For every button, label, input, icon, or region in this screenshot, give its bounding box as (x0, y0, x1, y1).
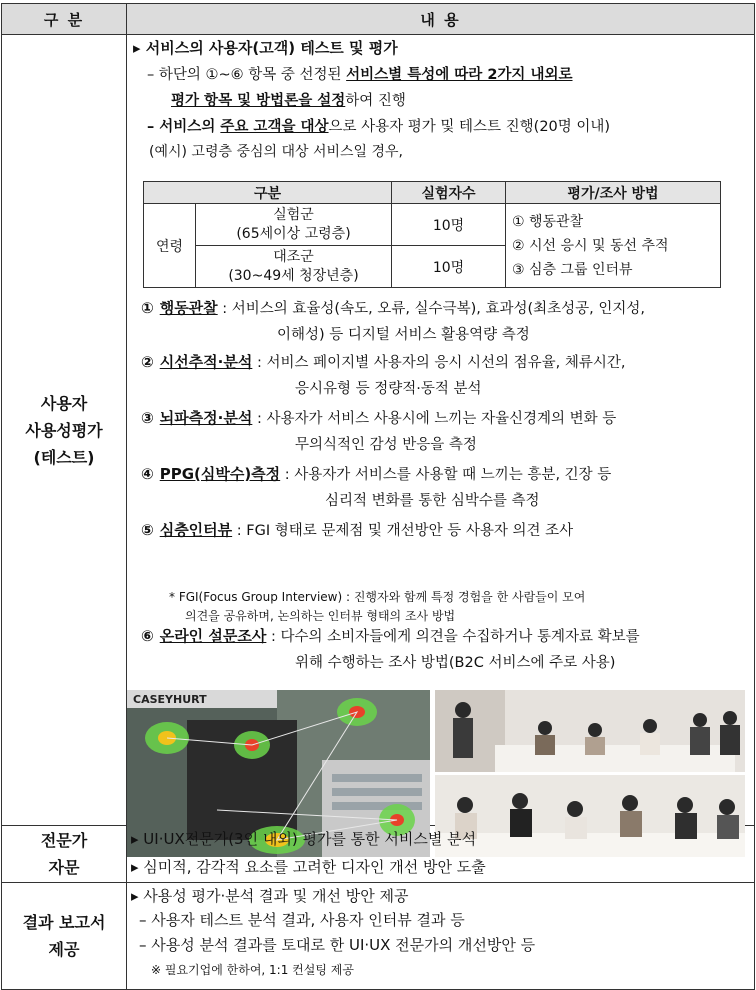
group-age: 연령 (144, 204, 196, 288)
method-item-1: ① 행동관찰 : 서비스의 효율성(속도, 오류, 실수극복), 효과성(최초성공, 인지성, (141, 299, 646, 317)
section1-line1: – 하단의 ①~⑥ 항목 중 선정된 서비스별 특성에 따라 2가지 내외로 (147, 67, 573, 83)
section3-line3: – 사용성 분석 결과를 토대로 한 UI·UX 전문가의 개선방안 등 (139, 936, 536, 954)
row-experiment: 실험군 (65세이상 고령층) (196, 204, 392, 246)
method-list: ① 행동관찰 ② 시선 응시 및 동선 추적 ③ 심층 그룹 인터뷰 (506, 204, 721, 288)
section1-example: (예시) 고령층 중심의 대상 서비스일 경우, (149, 144, 404, 160)
row-control-count: 10명 (392, 246, 506, 288)
method-item-4-cont: 심리적 변화를 통한 심박수를 측정 (325, 493, 540, 509)
method-item-5: ⑤ 심층인터뷰 : FGI 형태로 문제점 및 개선방안 등 사용자 의견 조사 (141, 521, 574, 539)
section2-line1: ▸ UI·UX전문가(3인 내외) 평가를 통한 서비스별 분석 (131, 830, 477, 848)
method-item-1-cont: 이해성) 등 디지털 서비스 활용역량 측정 (277, 327, 530, 343)
header-category: 구 분 (2, 4, 127, 35)
method-item-3-cont: 무의식적인 감성 반응을 측정 (295, 437, 477, 453)
method-item-4: ④ PPG(심박수)측정 : 사용자가 서비스를 사용할 때 느끼는 흥분, 긴장 등 (141, 465, 612, 483)
inner-header-count: 실험자수 (392, 182, 506, 204)
section3-line2: – 사용자 테스트 분석 결과, 사용자 인터뷰 결과 등 (139, 911, 465, 929)
fgi-note-line2: 의견을 공유하며, 논의하는 인터뷰 형태의 조사 방법 (185, 609, 456, 623)
inner-header-category: 구분 (144, 182, 392, 204)
section2-content (127, 826, 755, 883)
row-experiment-count: 10명 (392, 204, 506, 246)
method-item-6-cont: 위해 수행하는 조사 방법(B2C 서비스에 주로 사용) (295, 655, 616, 671)
method-item-3: ③ 뇌파측정·분석 : 사용자가 서비스 사용시에 느끼는 자율신경계의 변화 등 (141, 409, 617, 427)
example-table (143, 181, 721, 288)
method-item-6: ⑥ 온라인 설문조사 : 다수의 소비자들에게 의견을 수집하거나 통계자료 확보를 (141, 627, 640, 645)
section1-line3: – 서비스의 주요 고객을 대상으로 사용자 평가 및 테스트 진행(20명 이내) (147, 119, 611, 135)
section1-label: 사용자 사용성평가 (테스트) (2, 35, 127, 826)
method-item-2-cont: 응시유형 등 정량적·동적 분석 (295, 381, 482, 397)
photo-logo: CASEYHURT (133, 693, 207, 706)
fgi-note-line1: * FGI(Focus Group Interview) : 진행자와 함께 특정 경험을 한 사람들이 모여 (169, 590, 586, 604)
section1-content (127, 35, 755, 826)
header-content: 내 용 (127, 4, 755, 35)
method-item-2: ② 시선추적·분석 : 서비스 페이지별 사용자의 응시 시선의 점유율, 체류시간, (141, 353, 626, 371)
section1-title: ▸ 서비스의 사용자(고객) 테스트 및 평가 (133, 39, 398, 57)
section3-label: 결과 보고서 제공 (2, 883, 127, 990)
section2-label: 전문가 자문 (2, 826, 127, 883)
section2-line2: ▸ 심미적, 감각적 요소를 고려한 디자인 개선 방안 도출 (131, 858, 486, 876)
section3-note: ※ 필요기업에 한하여, 1:1 컨설팅 제공 (151, 963, 354, 977)
interview-photo-1 (435, 690, 745, 772)
section3-line1: ▸ 사용성 평가·분석 결과 및 개선 방안 제공 (131, 887, 409, 905)
inner-header-method: 평가/조사 방법 (506, 182, 721, 204)
section3-content (127, 883, 755, 990)
section1-line2: 평가 항목 및 방법론을 설정하여 진행 (171, 93, 406, 109)
row-control: 대조군 (30~49세 청장년층) (196, 246, 392, 288)
service-table (1, 3, 755, 990)
